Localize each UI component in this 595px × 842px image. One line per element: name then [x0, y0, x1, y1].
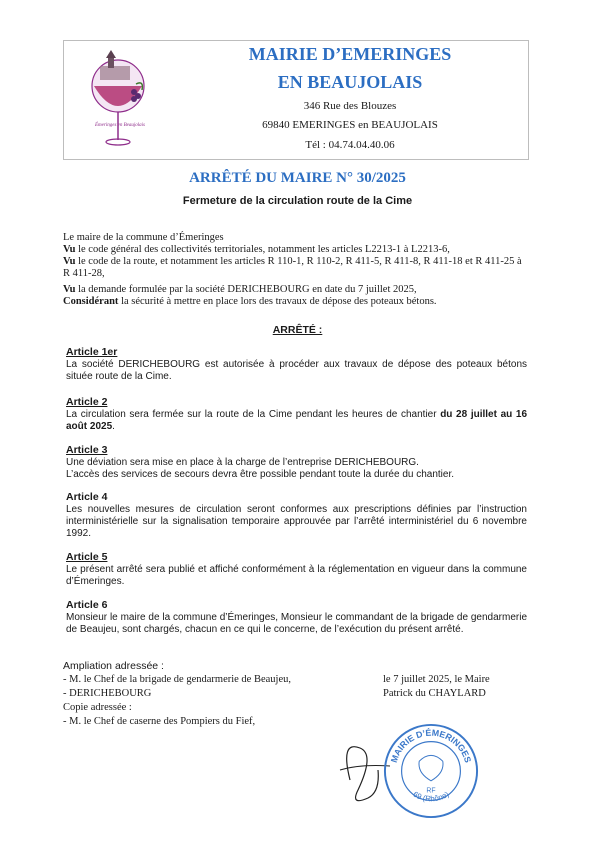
decree-title: ARRÊTÉ DU MAIRE N° 30/2025 — [189, 170, 406, 186]
mairie-title-line1: MAIRIE D’EMERINGES — [248, 44, 452, 64]
article-5-text: Le présent arrêté sera publié et affiché conformément à la réglementation en vigueur dans la commune d’Émeringes. — [66, 564, 527, 587]
signature-date: le 7 juillet 2025, le Maire — [383, 674, 490, 685]
copie-label: Copie adressée : — [63, 702, 132, 713]
article-2-text: La circulation sera fermée sur la route de la Cime pendant les heures de chantier du 28 juillet au 16 août 2025. — [66, 409, 527, 432]
article-4-text: Les nouvelles mesures de circulation seront conformes aux prescriptions définies par l’instruction interministérielle sur la signalisation temporaire approuvée par l’arrêté interministériel du 6 novembre 1992. — [66, 504, 527, 539]
copie-pompiers: - M. le Chef de caserne des Pompiers du Fief, — [63, 716, 256, 727]
intro-vu-cgct: Vu le code général des collectivités territoriales, notamment les articles L2213-1 à L2213-6, — [63, 244, 450, 255]
article-4-heading: Article 4 — [66, 491, 108, 503]
article-2-heading: Article 2 — [66, 396, 108, 408]
municipal-logo-icon — [78, 44, 158, 154]
svg-text:RF: RF — [426, 787, 436, 795]
article-5-heading: Article 5 — [66, 551, 108, 563]
intro-mayor: Le maire de la commune d’Émeringes — [63, 232, 224, 243]
ampliation-gendarmerie: - M. le Chef de la brigade de gendarmerie de Beaujeu, — [63, 674, 291, 685]
article-6-text: Monsieur le maire de la commune d’Émeringes, Monsieur le commandant de la brigade de gendarmerie de Beaujeu, sont chargés, chacun en ce qui le concerne, de l’exécution du présent arrêté. — [66, 612, 527, 635]
decree-subject: Fermeture de la circulation route de la Cime — [182, 195, 413, 207]
article-1-text: La société DERICHEBOURG est autorisée à procéder aux travaux de dépose des poteaux bétons située route de la Cime. — [66, 359, 527, 382]
section-arrete-label: ARRÊTÉ : — [272, 324, 323, 336]
intro-vu-code-route: Vu le code de la route, et notamment les articles R 110-1, R 110-2, R 411-5, R 411-8, R 411-18 et R 411-25 à R 411-28, — [63, 256, 522, 279]
svg-text:69 (Rhône): 69 (Rhône) — [411, 789, 451, 804]
article-3-text-line1: Une déviation sera mise en place à la charge de l’entreprise DERICHEBOURG. — [66, 457, 419, 468]
article-1-heading: Article 1er — [66, 346, 118, 358]
intro-vu-demande: Vu la demande formulée par la société DERICHEBOURG en date du 7 juillet 2025, — [63, 284, 417, 295]
mairie-title-line2: EN BEAUJOLAIS — [277, 72, 423, 92]
article-6-heading: Article 6 — [66, 599, 108, 611]
phone-number: Tél : 04.74.04.40.06 — [305, 139, 395, 151]
logo-caption: Émeringes en Beaujolais — [95, 123, 145, 128]
svg-text:MAIRIE D’ÉMERINGES: MAIRIE D’ÉMERINGES — [388, 727, 474, 764]
official-seal-icon — [382, 722, 480, 820]
article-3-text-line2: L’accès des services de secours devra être possible pendant toute la durée du chantier. — [66, 469, 455, 480]
mayor-name: Patrick du CHAYLARD — [383, 688, 486, 699]
address-city: 69840 EMERINGES en BEAUJOLAIS — [262, 119, 438, 131]
article-3-heading: Article 3 — [66, 444, 108, 456]
ampliation-label: Ampliation adressée : — [63, 660, 164, 672]
ampliation-derichebourg: - DERICHEBOURG — [63, 688, 152, 699]
intro-considerant: Considérant la sécurité à mettre en place lors des travaux de dépose des poteaux bétons. — [63, 296, 437, 307]
address-street: 346 Rue des Blouzes — [303, 100, 397, 112]
